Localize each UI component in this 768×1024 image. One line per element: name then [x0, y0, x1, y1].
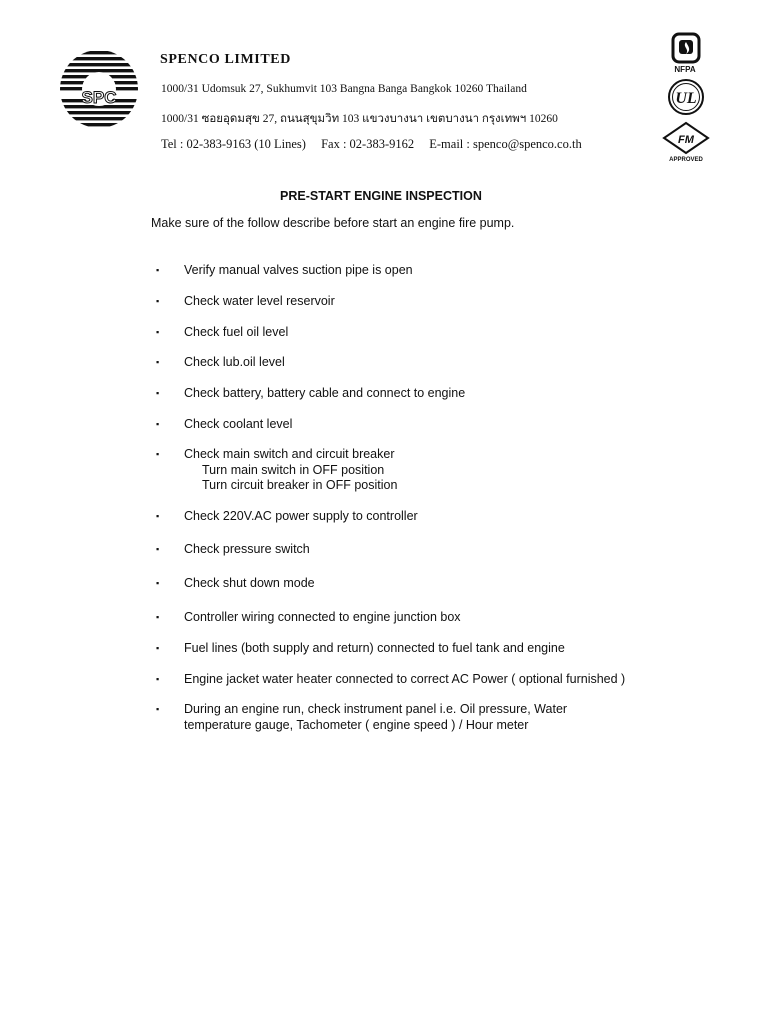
- fm-approved-label: APPROVED: [669, 157, 703, 163]
- checklist-item-text: Check fuel oil level: [184, 325, 289, 339]
- checklist-item-text: Engine jacket water heater connected to correct AC Power ( optional furnished ): [184, 672, 626, 686]
- checklist-item-text-block: [184, 386, 684, 402]
- checklist-item-text: Check battery, battery cable and connect to engine: [184, 386, 466, 400]
- checklist-item-text: Check coolant level: [184, 417, 293, 431]
- checklist-item-text: Controller wiring connected to engine junction box: [184, 610, 461, 624]
- nfpa-logo: [662, 32, 710, 76]
- bullet-marker: ▪: [156, 388, 160, 398]
- company-name: SPENCO LIMITED: [160, 52, 291, 67]
- bullet-marker: ▪: [156, 674, 160, 684]
- checklist-item-text-block: [184, 325, 684, 341]
- telephone: Tel : 02-383-9163 (10 Lines): [161, 137, 306, 151]
- checklist-subitem-text: Turn main switch in OFF position: [202, 462, 385, 477]
- bullet-marker: ▪: [156, 511, 160, 521]
- checklist-item-text-block: [184, 610, 684, 626]
- ul-label: UL: [675, 90, 697, 107]
- checklist-item-text-block: [184, 641, 684, 657]
- checklist-item-text-block: [184, 263, 684, 279]
- bullet-marker: ▪: [156, 643, 160, 653]
- bullet-marker: ▪: [156, 357, 160, 367]
- document-title: PRE-START ENGINE INSPECTION: [280, 189, 482, 203]
- checklist-item-text-block: [184, 294, 684, 310]
- checklist-item-text: Check lub.oil level: [184, 355, 285, 369]
- bullet-marker: ▪: [156, 296, 160, 306]
- checklist-item-text-block: [184, 447, 684, 494]
- bullet-marker: ▪: [156, 419, 160, 429]
- checklist-item-text: Check 220V.AC power supply to controller: [184, 509, 418, 523]
- checklist-item-text: Check main switch and circuit breaker: [184, 447, 395, 461]
- checklist-item-text: Fuel lines (both supply and return) connected to fuel tank and engine: [184, 641, 565, 655]
- bullet-marker: ▪: [156, 704, 160, 714]
- checklist-item-text-continued: temperature gauge, Tachometer ( engine speed ) / Hour meter: [184, 717, 529, 732]
- bullet-marker: ▪: [156, 449, 160, 459]
- bullet-marker: ▪: [156, 327, 160, 337]
- checklist-item-text: Check shut down mode: [184, 576, 315, 590]
- logo-text: SPC: [81, 88, 117, 107]
- checklist-item-text: During an engine run, check instrument panel i.e. Oil pressure, Water: [184, 702, 568, 716]
- checklist-item-text: Check pressure switch: [184, 542, 310, 556]
- address-thai: 1000/31 ซอยอุดมสุข 27, ถนนสุขุมวิท 103 แขวงบางนา เขตบางนา กรุงเทพฯ 10260: [161, 113, 558, 125]
- checklist-subitem-text: Turn circuit breaker in OFF position: [202, 478, 398, 492]
- checklist-item-text-block: [184, 702, 684, 733]
- address-english: 1000/31 Udomsuk 27, Sukhumvit 103 Bangna Banga Bangkok 10260 Thailand: [161, 83, 527, 95]
- email: E-mail : spenco@spenco.co.th: [429, 137, 582, 151]
- bullet-marker: ▪: [156, 544, 160, 554]
- fm-label: FM: [678, 134, 694, 146]
- intro-text: Make sure of the follow describe before start an engine fire pump.: [151, 216, 515, 230]
- checklist-item-text-block: [184, 542, 684, 558]
- ul-logo: [662, 77, 710, 117]
- checklist-item-text-block: [184, 509, 684, 525]
- checklist-item-text-block: [184, 672, 684, 688]
- checklist-item-text: Check water level reservoir: [184, 294, 335, 308]
- contact-line: [161, 137, 594, 152]
- checklist-item-text-block: [184, 355, 684, 371]
- spc-logo: [59, 47, 139, 131]
- checklist-item-text-block: [184, 576, 684, 592]
- fm-approved-logo: [662, 121, 710, 163]
- checklist-item-text-block: [184, 417, 684, 433]
- bullet-marker: ▪: [156, 265, 160, 275]
- bullet-marker: ▪: [156, 612, 160, 622]
- checklist-item-text: Verify manual valves suction pipe is open: [184, 263, 413, 277]
- bullet-marker: ▪: [156, 578, 160, 588]
- fax: Fax : 02-383-9162: [321, 137, 415, 151]
- nfpa-label: NFPA: [674, 65, 696, 74]
